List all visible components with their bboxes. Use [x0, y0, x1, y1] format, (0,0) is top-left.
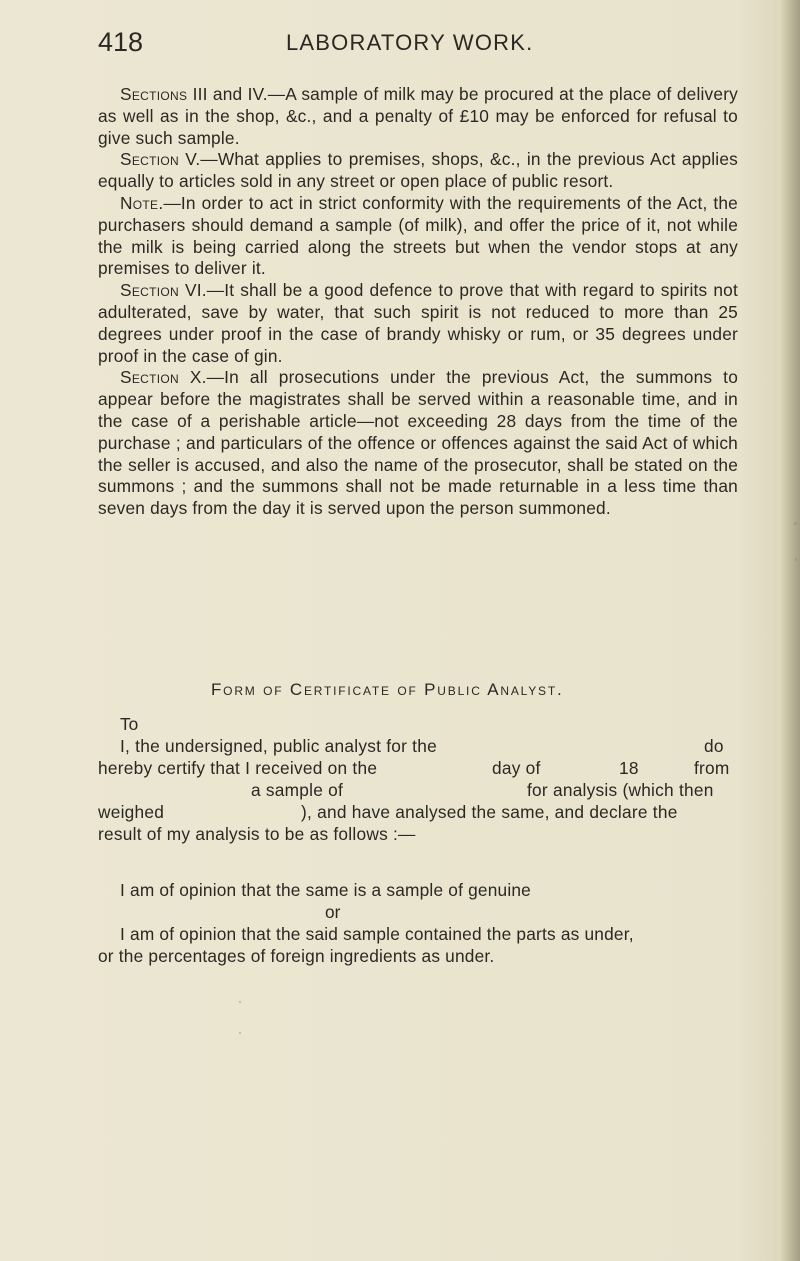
note-paragraph [98, 193, 738, 280]
certificate-line-2-year: 18 [619, 758, 639, 778]
section-label: Section [120, 367, 179, 388]
paper-speck [794, 522, 797, 525]
certificate-line-3 [98, 779, 738, 801]
certificate-line-1-right: do [704, 736, 724, 756]
certificate-line-2-right: from [694, 758, 730, 778]
opinion-foreign-ingredients: or the percentages of foreign ingredients as under. [98, 946, 495, 966]
opinion-or: or [325, 902, 341, 922]
paper-speck [795, 558, 797, 561]
section-paragraph [98, 149, 738, 193]
section-paragraph [98, 367, 738, 520]
certificate-line-4 [98, 801, 738, 823]
note-label: Note. [120, 192, 164, 213]
section-label: Section [120, 149, 179, 170]
paper-speck [239, 1032, 241, 1034]
section-paragraph [98, 280, 738, 367]
certificate-line-2-left: hereby certify that I received on the [98, 758, 378, 778]
page-edge-shadow [780, 0, 800, 1261]
section-label: Sections [120, 84, 188, 104]
section-text: III and IV.—A sample of milk may be procured at the place of delivery as well as in the shop, &c., and a penalty of £10 may be enforced for refusal to give such sample. [98, 84, 738, 148]
section-text: X.—In all prosecutions under the previous Act, the summons to appear before the magistrates shall be served within a reasonable time, and in the case of a perishable article—not exceeding 28 days from the time of the purchase ; and particulars of the offence or offences against the said Act of which the seller is accused, and also the name of the prosecutor, shall be stated on the summons ; and the summons shall not be made returnable in a less time than seven days from the day it is served upon the person summoned. [98, 367, 738, 519]
statute-sections [98, 84, 738, 520]
certificate-line-1-left: I, the undersigned, public analyst for the [120, 736, 437, 756]
opinion-genuine: I am of opinion that the same is a sample of genuine [120, 880, 531, 900]
opinion-contained-parts: I am of opinion that the said sample contained the parts as under, [120, 924, 634, 944]
certificate-line-3-right: for analysis (which then [527, 780, 714, 800]
certificate-line-3-left: a sample of [251, 780, 344, 800]
certificate-line-2-day-of: day of [492, 758, 541, 778]
certificate-line-2 [98, 757, 738, 779]
page-header [98, 24, 738, 60]
certificate-to-line: To [120, 714, 139, 734]
section-text: V.—What applies to premises, shops, &c., in the previous Act applies equally to articles sold in any street or open place of public resort. [98, 149, 738, 192]
certificate-form-heading: Form of Certificate of Public Analyst. [211, 680, 564, 699]
certificate-line-1 [98, 735, 738, 757]
certificate-line-5-text: result of my analysis to be as follows :— [98, 824, 416, 844]
paper-speck [239, 1001, 241, 1003]
section-label: Section [120, 280, 179, 301]
running-head: LABORATORY WORK. [286, 30, 534, 55]
note-text: —In order to act in strict conformity with the requirements of the Act, the purchasers should demand a sample (of milk), and offer the price of it, not while the milk is being carried along the streets but when the vendor stops at any premises to deliver it. [98, 192, 738, 279]
section-text: VI.—It shall be a good defence to prove that with regard to spirits not adulterated, save by water, that such spirit is not reduced to more than 25 degrees under proof in the case of brandy whisky or rum, or 35 degrees under proof in the case of gin. [98, 280, 738, 366]
certificate-line-4-left: weighed [98, 802, 165, 822]
page-number: 418 [98, 27, 144, 57]
certificate-line-4-right: ), and have analysed the same, and declare the [301, 802, 678, 822]
certificate-line-5 [98, 823, 738, 845]
section-paragraph [98, 84, 738, 149]
